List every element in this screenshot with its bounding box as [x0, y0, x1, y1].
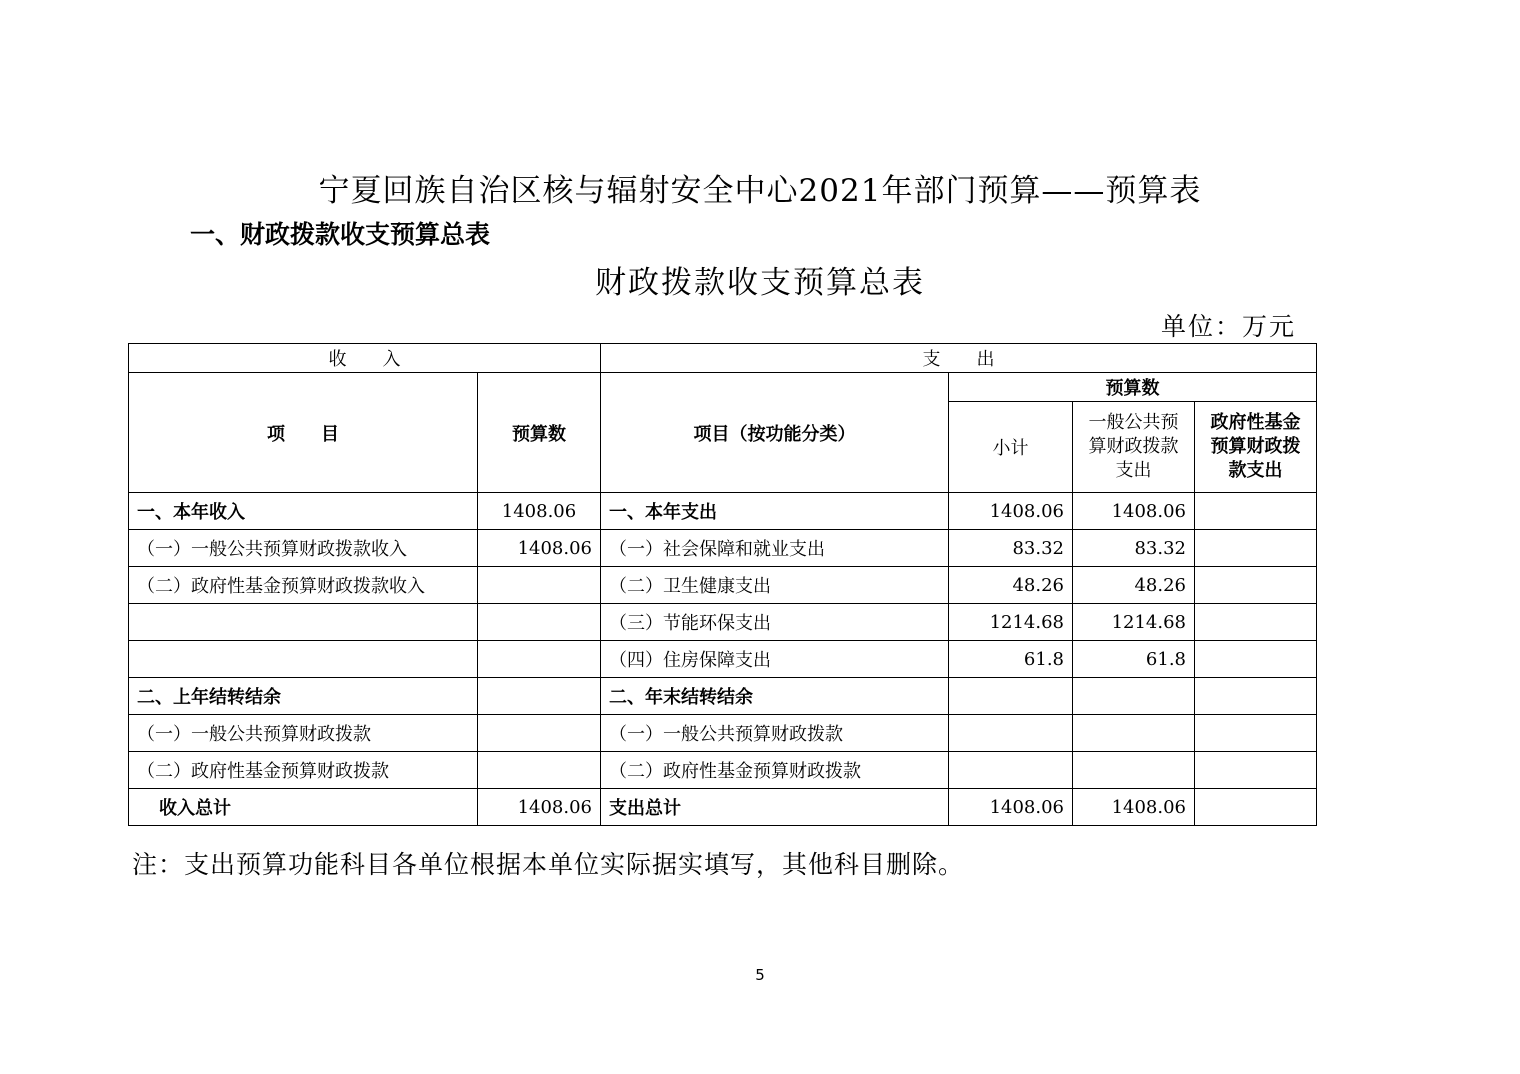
subtotal-cell: 1408.06 — [949, 493, 1073, 530]
expense-item-cell: （一）一般公共预算财政拨款 — [601, 715, 949, 752]
subtotal-header: 小计 — [949, 402, 1073, 493]
footnote: 注：支出预算功能科目各单位根据本单位实际据实填写，其他科目删除。 — [132, 850, 965, 879]
budget-group-header: 预算数 — [949, 373, 1317, 402]
income-amount-cell — [478, 567, 601, 604]
general-public-cell: 83.32 — [1073, 530, 1195, 567]
income-item-cell: 收入总计 — [129, 789, 478, 826]
income-amount-cell — [478, 604, 601, 641]
income-budget-header: 预算数 — [478, 373, 601, 493]
general-public-cell: 1408.06 — [1073, 789, 1195, 826]
income-amount-cell — [478, 678, 601, 715]
table-row — [129, 530, 1317, 567]
general-public-cell — [1073, 715, 1195, 752]
expense-item-cell: （二）政府性基金预算财政拨款 — [601, 752, 949, 789]
table-title: 财政拨款收支预算总表 — [595, 265, 925, 301]
gov-fund-cell — [1195, 789, 1317, 826]
general-public-cell: 1214.68 — [1073, 604, 1195, 641]
table-row — [129, 604, 1317, 641]
gov-fund-cell — [1195, 604, 1317, 641]
income-item-cell — [129, 604, 478, 641]
subtotal-cell: 61.8 — [949, 641, 1073, 678]
expense-item-cell: 一、本年支出 — [601, 493, 949, 530]
page-number: 5 — [755, 966, 765, 984]
income-header: 收 入 — [129, 344, 601, 373]
budget-table — [128, 343, 1317, 826]
income-item-cell — [129, 641, 478, 678]
general-public-cell: 61.8 — [1073, 641, 1195, 678]
income-item-cell: （一）一般公共预算财政拨款 — [129, 715, 478, 752]
table-row — [129, 789, 1317, 826]
general-public-cell: 48.26 — [1073, 567, 1195, 604]
expense-item-cell: （一）社会保障和就业支出 — [601, 530, 949, 567]
expense-item-header: 项目（按功能分类） — [601, 373, 949, 493]
expense-item-cell: 二、年末结转结余 — [601, 678, 949, 715]
general-public-header: 一般公共预算财政拨款支出 — [1073, 402, 1195, 493]
gov-fund-cell — [1195, 641, 1317, 678]
subtotal-cell: 1408.06 — [949, 789, 1073, 826]
income-item-cell: 二、上年结转结余 — [129, 678, 478, 715]
table-row — [129, 715, 1317, 752]
income-item-cell: （二）政府性基金预算财政拨款收入 — [129, 567, 478, 604]
income-amount-cell: 1408.06 — [478, 530, 601, 567]
gov-fund-cell — [1195, 752, 1317, 789]
subtotal-cell: 83.32 — [949, 530, 1073, 567]
expense-header: 支 出 — [601, 344, 1317, 373]
expense-item-cell: （四）住房保障支出 — [601, 641, 949, 678]
subtotal-cell — [949, 715, 1073, 752]
gov-fund-cell — [1195, 678, 1317, 715]
table-row — [129, 752, 1317, 789]
income-amount-cell: 1408.06 — [478, 493, 601, 530]
gov-fund-cell — [1195, 567, 1317, 604]
table-row — [129, 678, 1317, 715]
gov-fund-header: 政府性基金预算财政拨款支出 — [1195, 402, 1317, 493]
income-amount-cell — [478, 715, 601, 752]
subtotal-cell: 48.26 — [949, 567, 1073, 604]
income-amount-cell — [478, 752, 601, 789]
income-item-cell: （二）政府性基金预算财政拨款 — [129, 752, 478, 789]
subtotal-cell: 1214.68 — [949, 604, 1073, 641]
general-public-cell: 1408.06 — [1073, 493, 1195, 530]
unit-label: 单位：万元 — [1160, 312, 1296, 341]
general-public-cell — [1073, 752, 1195, 789]
income-item-cell: （一）一般公共预算财政拨款收入 — [129, 530, 478, 567]
table-row — [129, 641, 1317, 678]
expense-item-cell: （三）节能环保支出 — [601, 604, 949, 641]
expense-item-cell: （二）卫生健康支出 — [601, 567, 949, 604]
table-row — [129, 493, 1317, 530]
general-public-cell — [1073, 678, 1195, 715]
section-heading: 一、财政拨款收支预算总表 — [190, 220, 491, 249]
document-title: 宁夏回族自治区核与辐射安全中心2021年部门预算——预算表 — [318, 173, 1202, 209]
subtotal-cell — [949, 752, 1073, 789]
income-amount-cell: 1408.06 — [478, 789, 601, 826]
income-item-cell: 一、本年收入 — [129, 493, 478, 530]
table-row — [129, 567, 1317, 604]
income-amount-cell — [478, 641, 601, 678]
expense-item-cell: 支出总计 — [601, 789, 949, 826]
gov-fund-cell — [1195, 715, 1317, 752]
gov-fund-cell — [1195, 493, 1317, 530]
income-item-header: 项 目 — [129, 373, 478, 493]
subtotal-cell — [949, 678, 1073, 715]
gov-fund-cell — [1195, 530, 1317, 567]
